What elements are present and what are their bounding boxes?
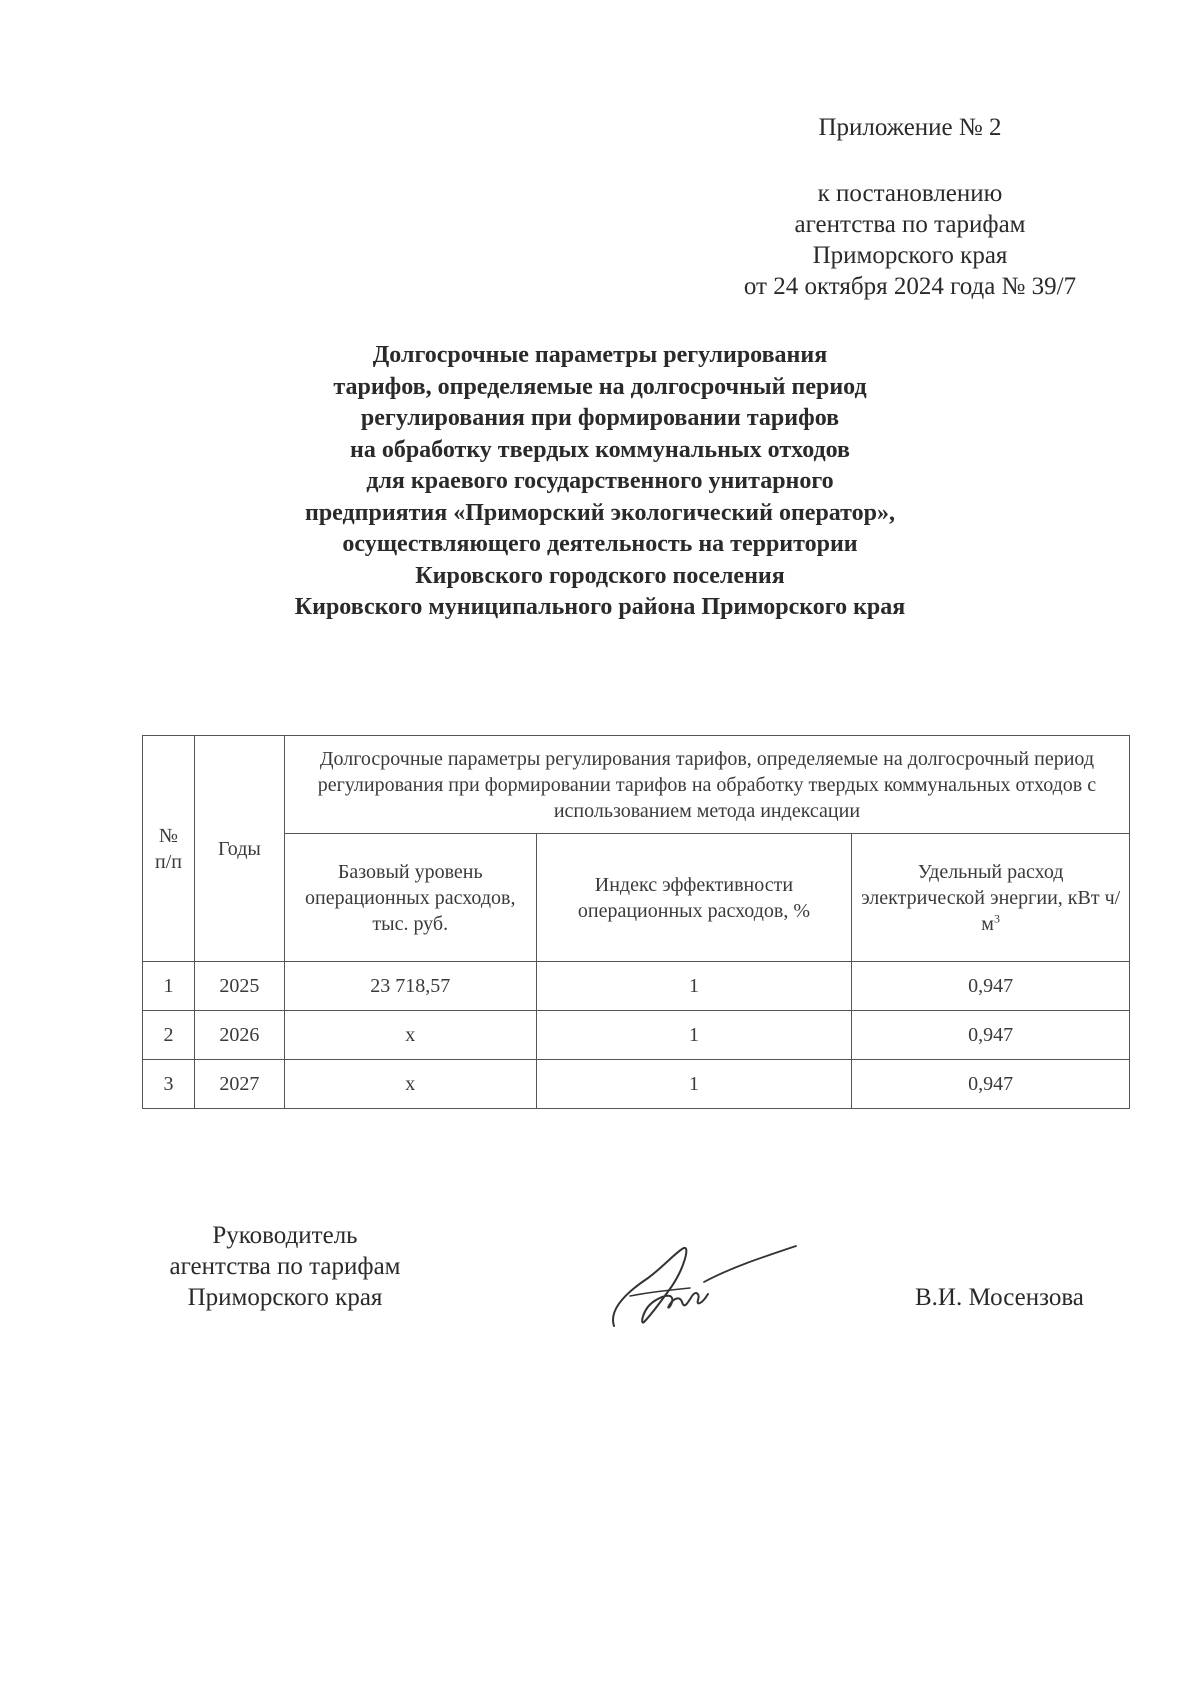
header-energy-superscript: 3 xyxy=(993,910,1000,925)
cell-base: 23 718,57 xyxy=(284,962,536,1011)
appendix-line: агентства по тарифам xyxy=(794,211,1026,238)
header-base-level: Базовый уровень операционных расходов, тыс. руб. xyxy=(284,834,536,962)
appendix-title: Приложение № 2 xyxy=(818,114,1002,141)
cell-year: 2026 xyxy=(194,1011,284,1060)
title-line: осуществляющего деятельность на территории xyxy=(342,531,858,557)
header-efficiency-index: Индекс эффективности операционных расходов, % xyxy=(536,834,852,962)
cell-base: х xyxy=(284,1011,536,1060)
header-years: Годы xyxy=(194,736,284,962)
cell-energy: 0,947 xyxy=(852,962,1130,1011)
signatory-position xyxy=(140,1220,430,1313)
position-line: агентства по тарифам xyxy=(169,1253,401,1280)
table-subheader-row xyxy=(143,834,1130,962)
header-energy-text: Удельный расход электрической энергии, кВт ч/м xyxy=(861,860,1121,935)
position-line: Приморского края xyxy=(187,1284,383,1311)
title-line: Долгосрочные параметры регулирования xyxy=(372,342,828,368)
position-line: Руководитель xyxy=(212,1222,358,1249)
appendix-block xyxy=(690,112,1130,302)
cell-number: 3 xyxy=(143,1060,195,1109)
appendix-line: Приморского края xyxy=(812,242,1008,269)
signatory-name: В.И. Мосензова xyxy=(915,1284,1084,1311)
cell-base: х xyxy=(284,1060,536,1109)
table-row xyxy=(143,1011,1130,1060)
header-group: Долгосрочные параметры регулирования тарифов, определяемые на долгосрочный период регулирования при формировании тарифов на обработку твердых коммунальных отходов с использованием метода индексации xyxy=(284,736,1129,834)
appendix-line: от 24 октября 2024 года № 39/7 xyxy=(743,273,1077,300)
table-row xyxy=(143,1060,1130,1109)
cell-energy: 0,947 xyxy=(852,1011,1130,1060)
table-header-row xyxy=(143,736,1130,834)
title-line: Кировского городского поселения xyxy=(415,562,785,589)
cell-number: 1 xyxy=(143,962,195,1011)
cell-number: 2 xyxy=(143,1011,195,1060)
cell-index: 1 xyxy=(536,962,852,1011)
parameters-table xyxy=(142,735,1130,1109)
cell-year: 2027 xyxy=(194,1060,284,1109)
document-title xyxy=(150,340,1050,624)
cell-index: 1 xyxy=(536,1011,852,1060)
handwritten-signature xyxy=(600,1238,800,1338)
title-line: для краевого государственного унитарного xyxy=(366,468,834,494)
table-row xyxy=(143,962,1130,1011)
header-energy-consumption xyxy=(852,834,1130,962)
title-line: предприятия «Приморский экологический оператор», xyxy=(304,499,895,526)
header-number: № п/п xyxy=(143,736,195,962)
title-line: регулирования при формировании тарифов xyxy=(360,405,840,431)
cell-index: 1 xyxy=(536,1060,852,1109)
cell-energy: 0,947 xyxy=(852,1060,1130,1109)
title-line: Кировского муниципального района Приморского края xyxy=(294,594,906,620)
appendix-line: к постановлению xyxy=(817,180,1003,207)
title-line: тарифов, определяемые на долгосрочный период xyxy=(333,373,867,400)
cell-year: 2025 xyxy=(194,962,284,1011)
title-line: на обработку твердых коммунальных отходов xyxy=(349,436,850,463)
